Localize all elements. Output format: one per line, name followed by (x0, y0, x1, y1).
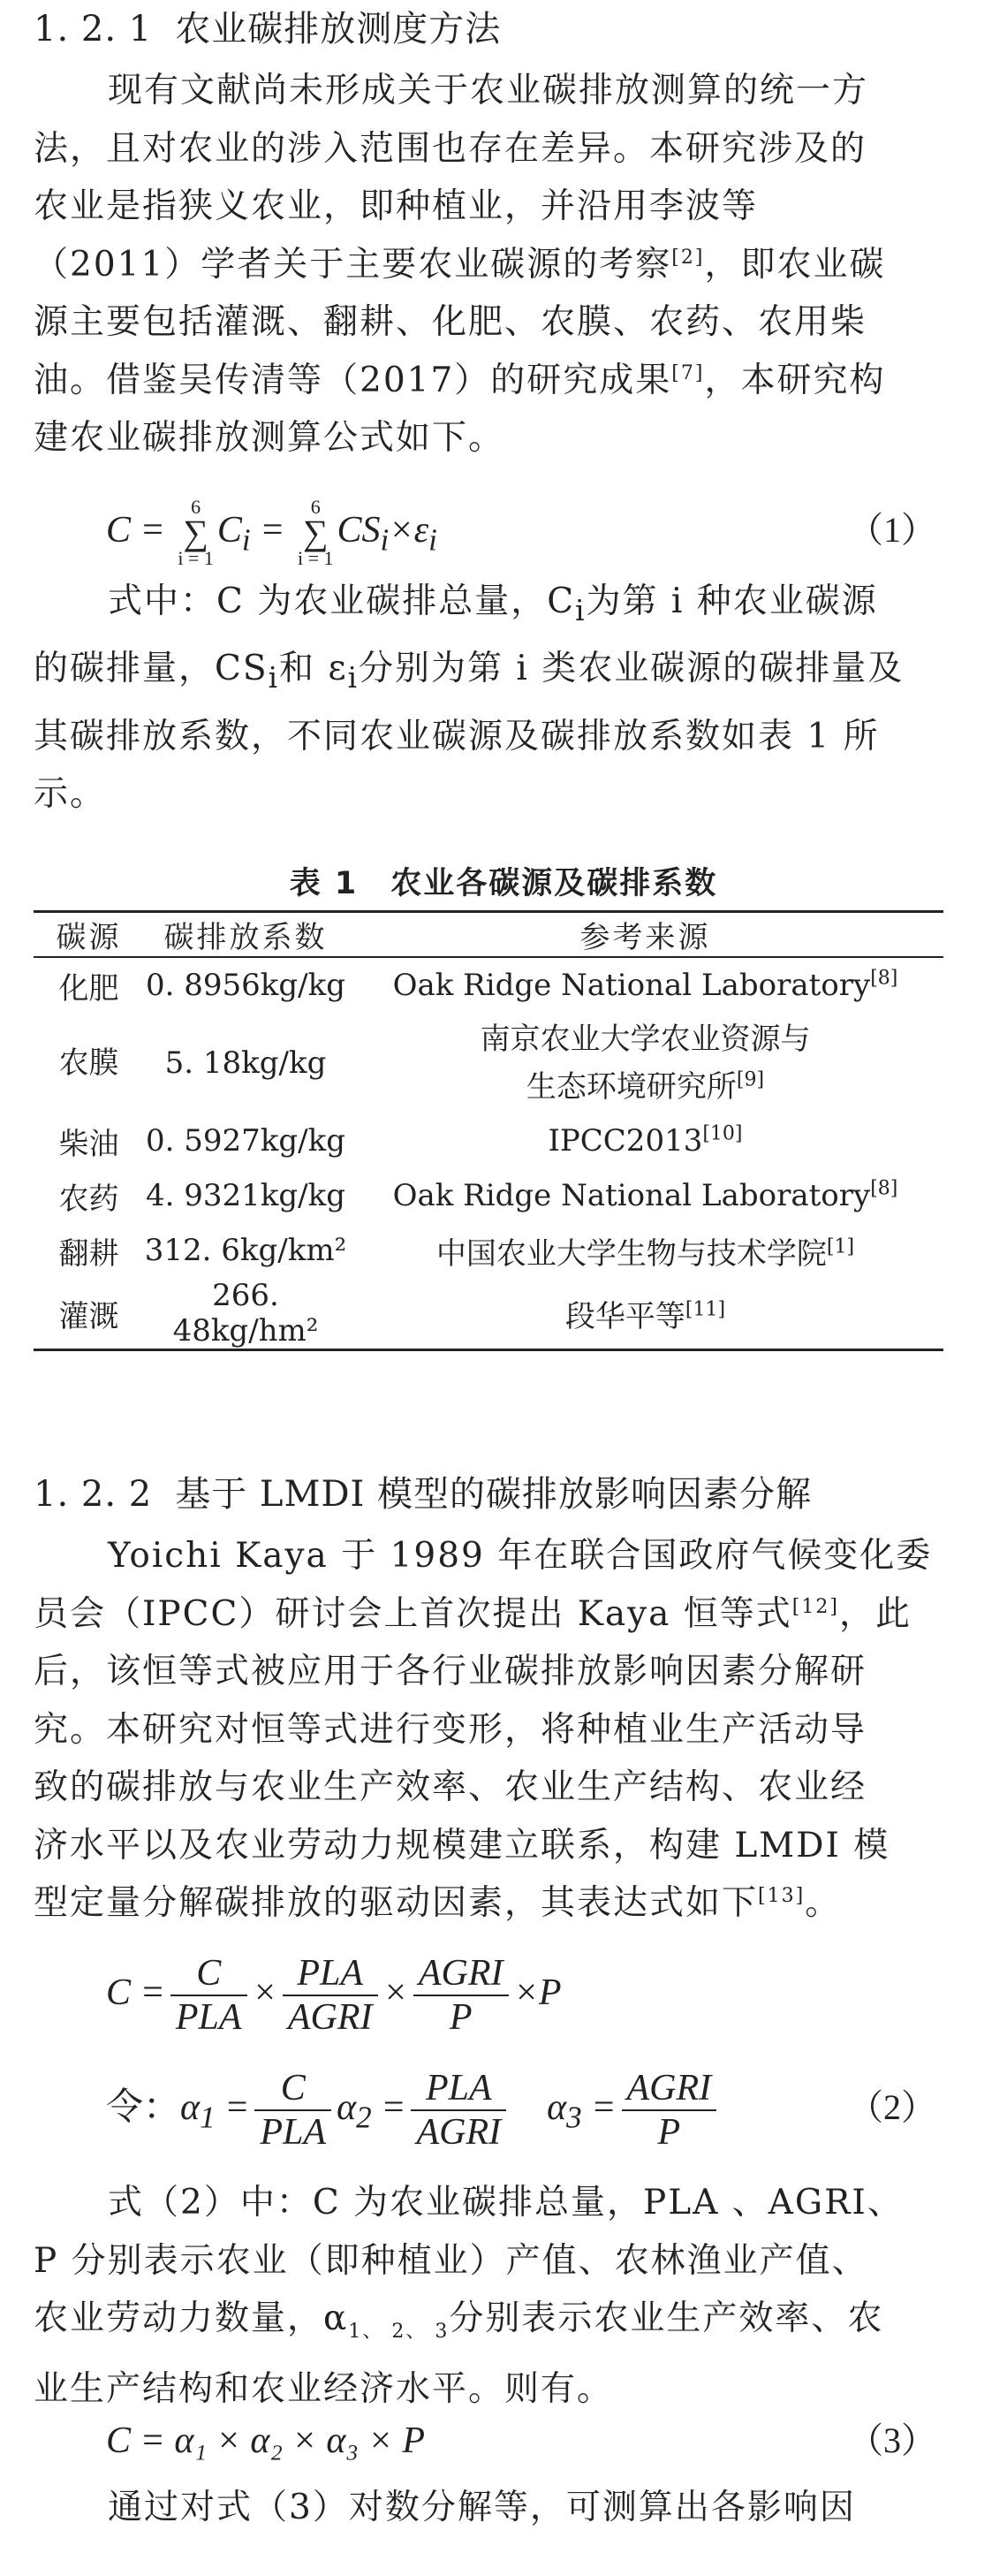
cell-source: 农膜 (58, 1045, 119, 1081)
cell-source: 农药 (58, 1181, 119, 1217)
cell-source: 化肥 (58, 970, 119, 1007)
paragraph-carbon-sources (34, 62, 943, 467)
cell-source: 翻耕 (58, 1235, 119, 1272)
text-line: 后，该恒等式被应用于各行业碳排放影响因素分解研 (34, 1652, 867, 1691)
text-line: 其碳排放系数，不同农业碳源及碳排放系数如表 1 所 (34, 716, 880, 756)
section-heading-1-2-1 (34, 4, 943, 55)
text-line: 源主要包括灌溉、翻耕、化肥、农膜、农药、农用柴 (34, 302, 867, 342)
citation-ref[interactable]: [2] (671, 246, 705, 269)
cell-source: 柴油 (58, 1126, 119, 1162)
equation-1: C = 6 ∑ $i = 1C_i = 6$ ∑ $i = 1CS_i\times\varepsilon_i$ （1） (106, 496, 936, 570)
cell-reference: Oak Ridge National Laboratory[8] (392, 1177, 898, 1213)
cell-coefficient: 0. 8956kg/kg (146, 968, 345, 1003)
table-row (34, 1113, 943, 1168)
table-row (34, 957, 943, 1013)
equation-3: C = α₁ × α₂ × α₃ × P （3） (106, 2405, 936, 2476)
table-row (34, 1013, 943, 1113)
paragraph-log-decomposition (34, 2479, 943, 2537)
cell-coefficient: 4. 9321kg/kg (146, 1178, 345, 1213)
column-header: 碳排放系数 (144, 912, 347, 958)
citation-ref[interactable]: [8] (870, 1177, 898, 1200)
text-line: 建农业碳排放测算公式如下。 (34, 418, 505, 458)
section-title: 农业碳排放测度方法 (175, 9, 502, 49)
citation-ref[interactable]: [8] (870, 967, 898, 990)
table-row (34, 1223, 943, 1278)
cell-reference: 中国农业大学生物与技术学院[1] (435, 1235, 855, 1272)
text-line: 究。本研究对恒等式进行变形，将种植业生产活动导 (34, 1709, 867, 1750)
text-line: 农业劳动力数量，$\alpha_{1、 2、 3}$分别表示农业生产效率、农 (34, 2299, 884, 2343)
text-line: 通过对式（3）对数分解等，可测算出各影响因 (108, 2488, 856, 2527)
equation-2-definitions: 令：$\alpha_1$ = $\frac{C}{\text{PLA}}$ $\alpha_2$ = $\frac{\text{PLA}}{\text{AGRI}}$ $\alpha_3$ = $\frac{\text{AGRI}}{P}$ （2） (106, 2059, 936, 2156)
equation-number: （2） (848, 2087, 936, 2127)
cell-coefficient: 5. 18kg/kg (164, 1045, 327, 1081)
citation-ref[interactable]: [10] (702, 1122, 743, 1145)
cell-coefficient: 266. 48kg/hm² (144, 1278, 347, 1350)
text-line: 农业是指狭义农业，即种植业，并沿用李波等 (34, 186, 759, 226)
text-line: 示。 (34, 774, 107, 815)
section-heading-1-2-2 (34, 1469, 943, 1520)
paragraph-formula-explanation (34, 573, 943, 824)
citation-ref[interactable]: [1] (826, 1235, 855, 1258)
paragraph-variable-definitions (34, 2174, 943, 2419)
text-line: 法，且对农业的涉入范围也存在差异。本研究涉及的 (34, 128, 867, 169)
summation-symbol: 6 ∑ i = 1 (178, 496, 214, 570)
text-line: 式中：C 为农业碳排总量，$C_i$为第 i 种农业碳源 (108, 581, 878, 627)
text-line: 员会（IPCC）研讨会上首次提出 Kaya 恒等式[12]，此 (34, 1593, 912, 1634)
cell-coefficient: 312. 6kg/km² (144, 1233, 347, 1268)
text-line: 致的碳排放与农业生产效率、农业生产结构、农业经 (34, 1767, 867, 1807)
citation-ref[interactable]: [11] (685, 1298, 726, 1321)
equation-number: （1） (848, 510, 936, 550)
text-line: 的碳排量，$CS_i$和 $\varepsilon_i$分别为第 i 类农业碳源的碳排量及 (34, 649, 905, 695)
cell-coefficient: 0. 5927kg/kg (146, 1123, 345, 1159)
table-row (34, 1168, 943, 1223)
text-line: 式（2）中：C 为农业碳排总量，PLA 、AGRI、 (108, 2183, 904, 2223)
text-line: （2011）学者关于主要农业碳源的考察[2]，即农业碳 (34, 244, 886, 285)
citation-ref[interactable]: [9] (736, 1068, 765, 1091)
table-caption: 表 1 农业各碳源及碳排系数 (289, 866, 718, 901)
text-line: Yoichi Kaya 于 1989 年在联合国政府气候变化委 (108, 1536, 933, 1576)
text-line: 济水平以及农业劳动力规模建立联系，构建 LMDI 模 (34, 1825, 890, 1866)
fraction: $\frac{\text{AGRI}}{P}$ (413, 1952, 509, 2039)
text-line: 油。借鉴吴传清等（2017）的研究成果[7]，本研究构 (34, 360, 886, 400)
text-line: 业生产结构和农业经济水平。则有。 (34, 2369, 614, 2410)
table-header-row (34, 912, 943, 958)
summation-symbol: 6 ∑ i = 1 (297, 496, 334, 570)
equation-number: （3） (848, 2420, 936, 2460)
fraction: $\frac{\text{PLA}}{\text{AGRI}}$ (411, 2067, 506, 2154)
section-title: 基于 LMDI 模型的碳排放影响因素分解 (175, 1474, 813, 1515)
paragraph-kaya-identity (34, 1527, 943, 1933)
fraction: $\frac{C}{\text{PLA}}$ (170, 1952, 247, 2039)
carbon-source-table (34, 910, 943, 1351)
fraction: $\frac{\text{AGRI}}{P}$ (622, 2067, 717, 2154)
citation-ref[interactable]: [12] (791, 1595, 839, 1618)
citation-ref[interactable]: [13] (758, 1885, 806, 1907)
table-row (34, 1278, 943, 1350)
cell-reference: Oak Ridge National Laboratory[8] (392, 967, 898, 1003)
column-header: 碳源 (34, 912, 144, 958)
cell-reference: IPCC2013[10] (548, 1122, 743, 1159)
cell-source: 灌溉 (34, 1278, 144, 1350)
text-line: 现有文献尚未形成关于农业碳排放测算的统一方 (108, 71, 869, 110)
fraction: $\frac{\text{PLA}}{\text{AGRI}}$ (283, 1952, 378, 2039)
equation-2-identity: C = $\frac{C}{\text{PLA}}$ × $\frac{\text{PLA}}{\text{AGRI}}$ × $\frac{\text{AGRI}}{P}$ ×P (106, 1953, 562, 2039)
cell-reference: 南京农业大学农业资源与 生态环境研究所[9] (480, 1022, 811, 1105)
fraction: $\frac{C}{\text{PLA}}$ (254, 2067, 331, 2154)
citation-ref[interactable]: [7] (671, 361, 705, 384)
section-number: 1. 2. 2 (34, 1474, 153, 1515)
cell-reference: 段华平等[11] (347, 1278, 943, 1350)
section-number: 1. 2. 1 (34, 9, 153, 49)
text-line: P 分别表示农业（即种植业）产值、农林渔业产值、 (34, 2240, 868, 2281)
text-line: 型定量分解碳排放的驱动因素，其表达式如下[13]。 (34, 1883, 842, 1923)
column-header: 参考来源 (347, 912, 943, 958)
